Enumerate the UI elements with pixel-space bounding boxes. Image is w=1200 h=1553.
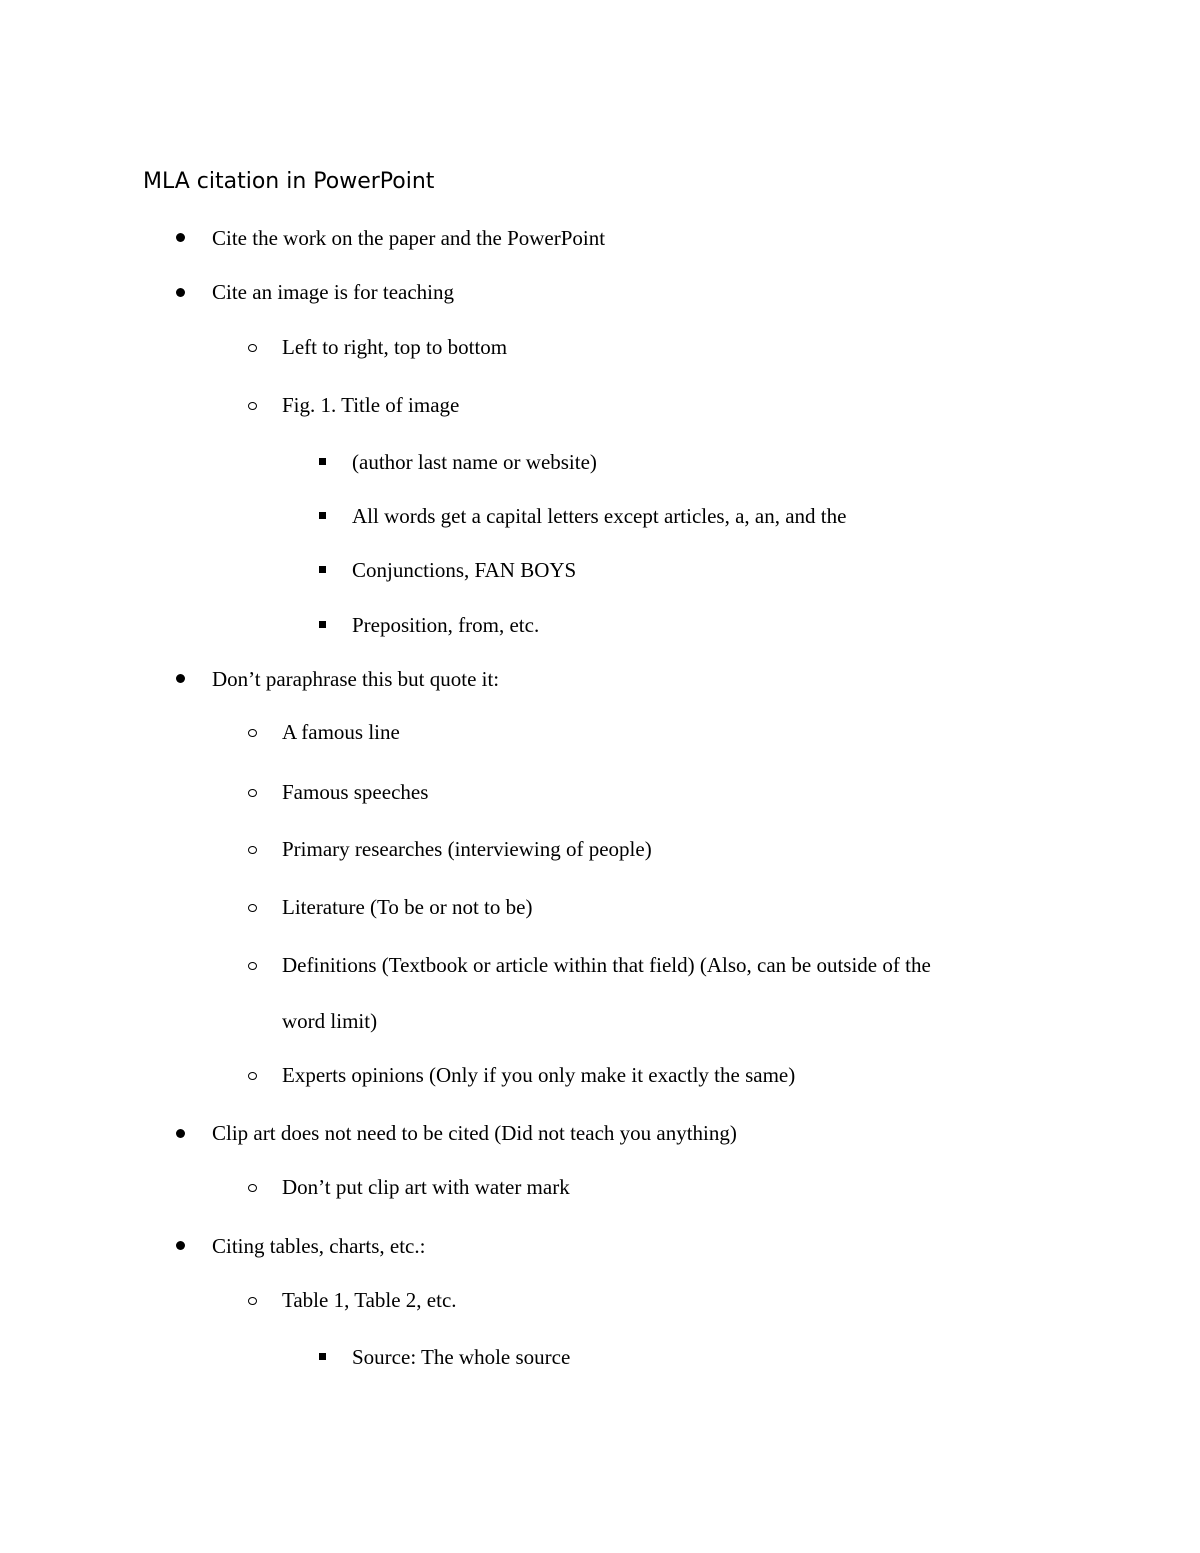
list-item: Cite the work on the paper and the PowerPoint xyxy=(212,226,606,250)
hollow-bullet-icon xyxy=(248,402,257,410)
square-bullet-icon xyxy=(319,1353,326,1360)
hollow-bullet-icon xyxy=(248,789,257,797)
list-item: Primary researches (interviewing of people) xyxy=(282,837,652,861)
list-item: Don’t paraphrase this but quote it: xyxy=(212,667,500,691)
list-item: Don’t put clip art with water mark xyxy=(282,1175,570,1199)
list-item: Experts opinions (Only if you only make it exactly the same) xyxy=(282,1063,796,1087)
square-bullet-icon xyxy=(319,458,326,465)
bullet-icon xyxy=(176,1241,185,1250)
hollow-bullet-icon xyxy=(248,846,257,854)
list-item: Source: The whole source xyxy=(352,1345,571,1369)
list-item: All words get a capital letters except articles, a, an, and the xyxy=(352,504,847,528)
square-bullet-icon xyxy=(319,621,326,628)
list-item: Clip art does not need to be cited (Did not teach you anything) xyxy=(212,1121,737,1145)
list-item: Preposition, from, etc. xyxy=(352,613,540,637)
list-item: Fig. 1. Title of image xyxy=(282,393,460,417)
list-item: Literature (To be or not to be) xyxy=(282,895,533,919)
list-item: Table 1, Table 2, etc. xyxy=(282,1288,457,1312)
square-bullet-icon xyxy=(319,512,326,519)
hollow-bullet-icon xyxy=(248,1184,257,1192)
bullet-icon xyxy=(176,233,185,242)
hollow-bullet-icon xyxy=(248,344,257,352)
list-item: A famous line xyxy=(282,720,400,744)
hollow-bullet-icon xyxy=(248,1072,257,1080)
list-item: Conjunctions, FAN BOYS xyxy=(352,558,577,582)
list-item: Famous speeches xyxy=(282,780,429,804)
list-item: (author last name or website) xyxy=(352,450,597,474)
list-item: Citing tables, charts, etc.: xyxy=(212,1234,426,1258)
hollow-bullet-icon xyxy=(248,729,257,737)
list-item: Cite an image is for teaching xyxy=(212,280,455,304)
hollow-bullet-icon xyxy=(248,1297,257,1305)
square-bullet-icon xyxy=(319,566,326,573)
bullet-icon xyxy=(176,288,185,297)
bullet-icon xyxy=(176,1129,185,1138)
page-title: MLA citation in PowerPoint xyxy=(143,169,435,194)
hollow-bullet-icon xyxy=(248,904,257,912)
bullet-icon xyxy=(176,674,185,683)
list-item: Left to right, top to bottom xyxy=(282,335,508,359)
hollow-bullet-icon xyxy=(248,962,257,970)
list-item-continuation: word limit) xyxy=(282,1009,378,1033)
list-item: Definitions (Textbook or article within that field) (Also, can be outside of the xyxy=(282,953,931,977)
